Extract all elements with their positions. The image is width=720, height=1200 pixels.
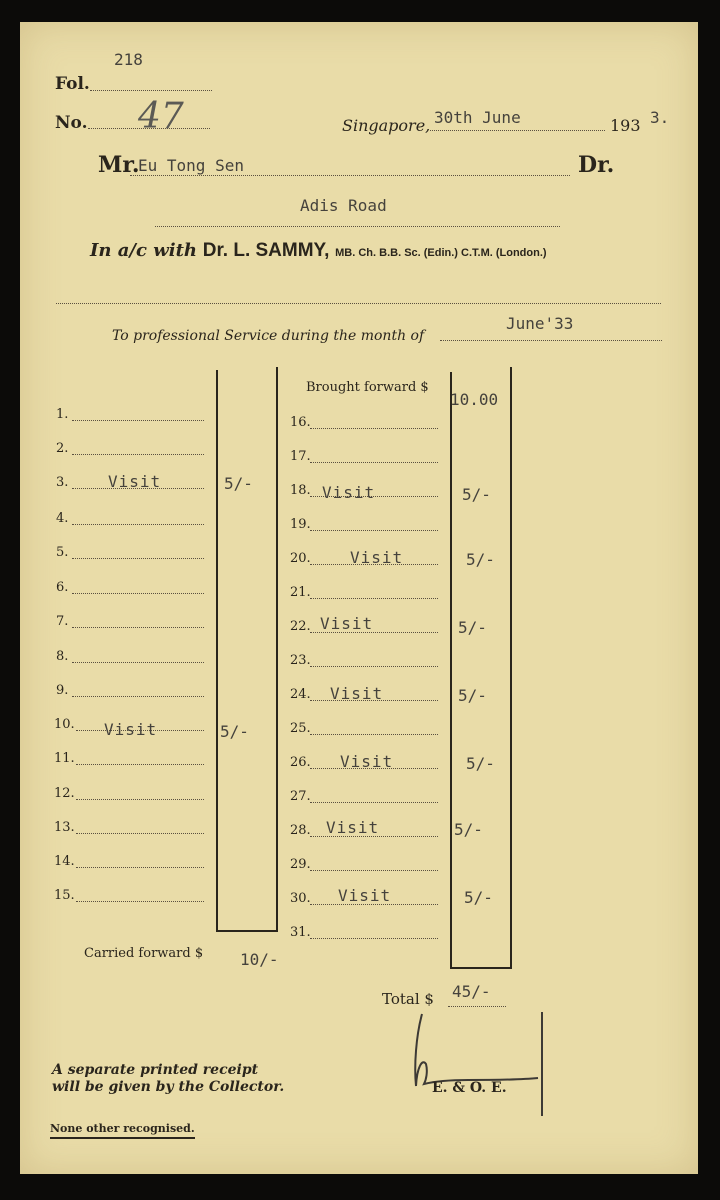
ac-prefix: In a/c with	[90, 240, 197, 261]
service-text: To professional Service during the month of	[112, 328, 425, 344]
visit-entry: Visit	[322, 483, 376, 502]
day-line	[76, 764, 204, 765]
carried-forward-label: Carried forward $	[84, 946, 204, 961]
day-line	[72, 420, 204, 421]
receipt-note	[52, 1062, 284, 1096]
day-line	[72, 454, 204, 455]
day-line	[310, 938, 438, 939]
day-line	[76, 833, 204, 834]
date-line	[430, 130, 605, 131]
day-line	[310, 530, 438, 531]
day-number: 22.	[290, 619, 311, 634]
day-number: 24.	[290, 687, 311, 702]
day-number: 21.	[290, 585, 311, 600]
day-number: 5.	[56, 545, 69, 560]
day-number: 8.	[56, 649, 69, 664]
visit-amount: 5/-	[454, 820, 483, 839]
right-column-bottom	[450, 967, 512, 969]
visit-entry: Visit	[104, 720, 158, 739]
account-line	[90, 240, 547, 262]
visit-amount: 5/-	[466, 550, 495, 569]
day-number: 6.	[56, 580, 69, 595]
day-number: 15.	[54, 888, 75, 903]
visit-amount: 5/-	[464, 888, 493, 907]
receipt-note-line-2: will be given by the Collector.	[52, 1079, 285, 1095]
year-suffix: 3.	[650, 108, 670, 127]
visit-amount: 5/-	[224, 474, 253, 493]
none-other-note: None other recognised.	[50, 1122, 195, 1139]
day-number: 16.	[290, 415, 311, 430]
doctor-name: Dr. L. SAMMY,	[202, 240, 330, 261]
day-number: 25.	[290, 721, 311, 736]
no-label: No.	[55, 113, 88, 133]
day-line	[310, 666, 438, 667]
day-line	[310, 734, 438, 735]
day-number: 23.	[290, 653, 311, 668]
day-line	[310, 428, 438, 429]
fol-label: Fol.	[55, 74, 90, 94]
patient-prefix: Mr.	[98, 152, 140, 178]
day-line	[72, 696, 204, 697]
day-line	[72, 627, 204, 628]
patient-line	[130, 175, 570, 176]
day-number: 13.	[54, 820, 75, 835]
day-line	[72, 593, 204, 594]
no-value: 47	[138, 96, 184, 137]
visit-entry: Visit	[350, 548, 404, 567]
day-number: 26.	[290, 755, 311, 770]
day-number: 12.	[54, 786, 75, 801]
left-column-rule-a	[216, 370, 218, 932]
visit-entry: Visit	[330, 684, 384, 703]
blank-line	[56, 303, 661, 304]
day-number: 11.	[54, 751, 75, 766]
day-line	[72, 558, 204, 559]
day-line	[310, 462, 438, 463]
visit-amount: 5/-	[462, 485, 491, 504]
fol-value: 218	[114, 50, 143, 69]
day-number: 27.	[290, 789, 311, 804]
eoe-label: E. & O. E.	[432, 1080, 507, 1096]
receipt-note-line-1: A separate printed receipt	[52, 1062, 259, 1078]
right-column-rule-a	[450, 372, 452, 969]
visit-entry: Visit	[108, 472, 162, 491]
address-value: Adis Road	[300, 196, 387, 215]
visit-entry: Visit	[338, 886, 392, 905]
day-line	[310, 598, 438, 599]
visit-amount: 5/-	[458, 618, 487, 637]
fol-line	[90, 90, 212, 91]
day-number: 10.	[54, 717, 75, 732]
brought-forward-value: 10.00	[450, 390, 499, 409]
left-column-rule-b	[276, 367, 278, 932]
patient-name: Eu Tong Sen	[138, 156, 244, 175]
visit-entry: Visit	[326, 818, 380, 837]
month-line	[440, 340, 662, 341]
total-label: Total $	[382, 990, 434, 1008]
visit-entry: Visit	[320, 614, 374, 633]
total-value: 45/-	[452, 982, 491, 1001]
place-label: Singapore,	[342, 116, 431, 135]
month-value: June'33	[506, 314, 574, 333]
visit-amount: 5/-	[220, 722, 249, 741]
doctor-qualifications: MB. Ch. B.B. Sc. (Edin.) C.T.M. (London.)	[335, 247, 547, 259]
date-value: 30th June	[434, 108, 521, 127]
day-number: 29.	[290, 857, 311, 872]
visit-amount: 5/-	[458, 686, 487, 705]
year-prefix: 193	[610, 116, 641, 135]
day-number: 18.	[290, 483, 311, 498]
day-line	[72, 662, 204, 663]
day-line	[76, 901, 204, 902]
brought-forward-label: Brought forward $	[306, 380, 429, 395]
signature	[408, 1006, 558, 1124]
day-number: 28.	[290, 823, 311, 838]
visit-entry: Visit	[340, 752, 394, 771]
invoice-sheet	[20, 22, 698, 1174]
day-line	[310, 870, 438, 871]
day-number: 30.	[290, 891, 311, 906]
day-number: 20.	[290, 551, 311, 566]
day-number: 9.	[56, 683, 69, 698]
day-number: 4.	[56, 511, 69, 526]
day-line	[72, 524, 204, 525]
day-line	[76, 799, 204, 800]
day-number: 19.	[290, 517, 311, 532]
day-line	[76, 867, 204, 868]
day-number: 3.	[56, 475, 69, 490]
carried-forward-value: 10/-	[240, 950, 279, 969]
day-number: 1.	[56, 407, 69, 422]
left-column-bottom	[216, 930, 278, 932]
day-number: 2.	[56, 441, 69, 456]
day-number: 31.	[290, 925, 311, 940]
dr-label: Dr.	[578, 152, 615, 178]
day-number: 17.	[290, 449, 311, 464]
day-line	[310, 802, 438, 803]
day-number: 7.	[56, 614, 69, 629]
day-number: 14.	[54, 854, 75, 869]
address-line	[155, 226, 560, 227]
visit-amount: 5/-	[466, 754, 495, 773]
right-column-rule-b	[510, 367, 512, 969]
